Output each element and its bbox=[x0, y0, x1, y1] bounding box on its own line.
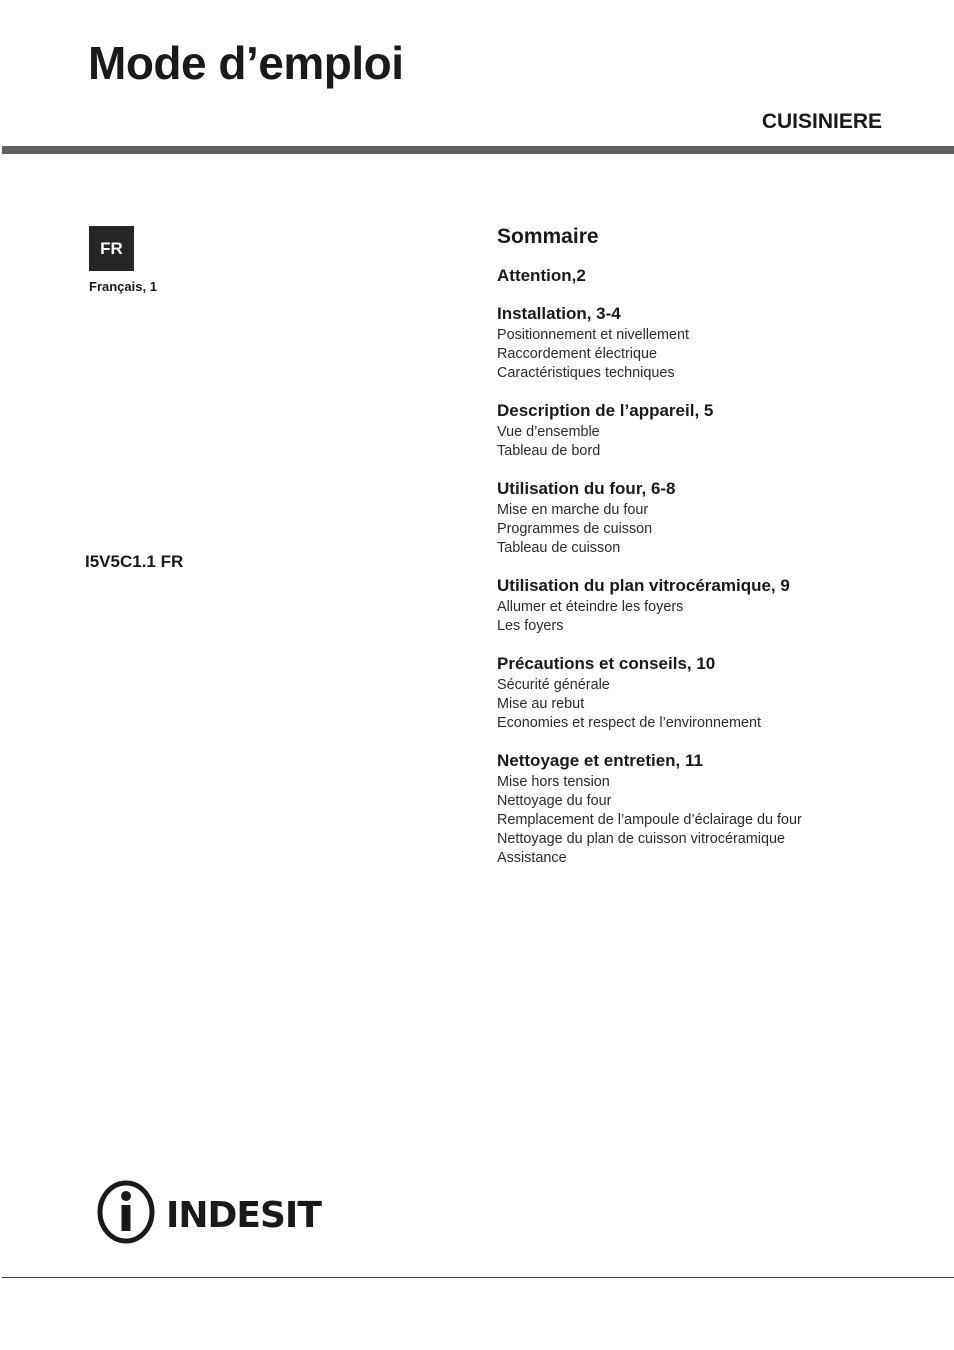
toc-section-item: Economies et respect de l’environnement bbox=[497, 715, 761, 731]
toc-section-item: Mise au rebut bbox=[497, 696, 585, 712]
toc-section bbox=[497, 304, 917, 383]
toc-section bbox=[497, 479, 917, 558]
toc-section-title: Utilisation du plan vitrocéramique, 9 bbox=[497, 576, 790, 595]
toc-section bbox=[497, 576, 917, 636]
toc-section-title: Utilisation du four, 6-8 bbox=[497, 479, 676, 498]
toc-sections bbox=[497, 266, 917, 868]
toc-section-item: Remplacement de l’ampoule d’éclairage du four bbox=[497, 812, 802, 828]
toc-section-item: Mise hors tension bbox=[497, 774, 610, 790]
toc-section-item: Les foyers bbox=[497, 618, 564, 634]
toc-section bbox=[497, 654, 917, 733]
toc-section bbox=[497, 751, 917, 868]
toc-section-item: Positionnement et nivellement bbox=[497, 327, 689, 343]
table-of-contents bbox=[497, 224, 917, 886]
toc-section-title: Précautions et conseils, 10 bbox=[497, 654, 716, 673]
toc-section-item: Tableau de bord bbox=[497, 443, 601, 459]
toc-section-item: Nettoyage du plan de cuisson vitrocéramique bbox=[497, 831, 785, 847]
toc-section-item: Allumer et éteindre les foyers bbox=[497, 599, 684, 615]
brand-name: INDESIT bbox=[166, 1195, 321, 1236]
toc-section bbox=[497, 401, 917, 461]
toc-section-item: Mise en marche du four bbox=[497, 502, 649, 518]
language-label: Français, 1 bbox=[89, 279, 157, 294]
header-divider bbox=[2, 146, 954, 154]
toc-section-item: Raccordement électrique bbox=[497, 346, 657, 362]
toc-section-title: Installation, 3-4 bbox=[497, 304, 621, 323]
toc-section-item: Programmes de cuisson bbox=[497, 521, 653, 537]
toc-section-title: Description de l’appareil, 5 bbox=[497, 401, 714, 420]
language-badge: FR bbox=[89, 226, 134, 271]
toc-section-item: Assistance bbox=[497, 850, 567, 866]
toc-section-item: Tableau de cuisson bbox=[497, 540, 621, 556]
toc-section-item: Sécurité générale bbox=[497, 677, 610, 693]
model-number: I5V5C1.1 FR bbox=[85, 552, 184, 571]
toc-section bbox=[497, 266, 917, 286]
toc-section-item: Nettoyage du four bbox=[497, 793, 612, 809]
footer-divider bbox=[2, 1277, 954, 1278]
page-title: Mode d’emploi bbox=[88, 37, 404, 89]
toc-section-item: Vue d’ensemble bbox=[497, 424, 600, 440]
toc-title: Sommaire bbox=[497, 225, 599, 248]
document-type: CUISINIERE bbox=[761, 110, 882, 133]
toc-section-title: Attention,2 bbox=[497, 266, 586, 285]
toc-section-item: Caractéristiques techniques bbox=[497, 365, 675, 381]
indesit-logo-icon bbox=[96, 1180, 328, 1244]
toc-section-title: Nettoyage et entretien, 11 bbox=[497, 751, 703, 770]
brand-logo bbox=[96, 1180, 328, 1244]
